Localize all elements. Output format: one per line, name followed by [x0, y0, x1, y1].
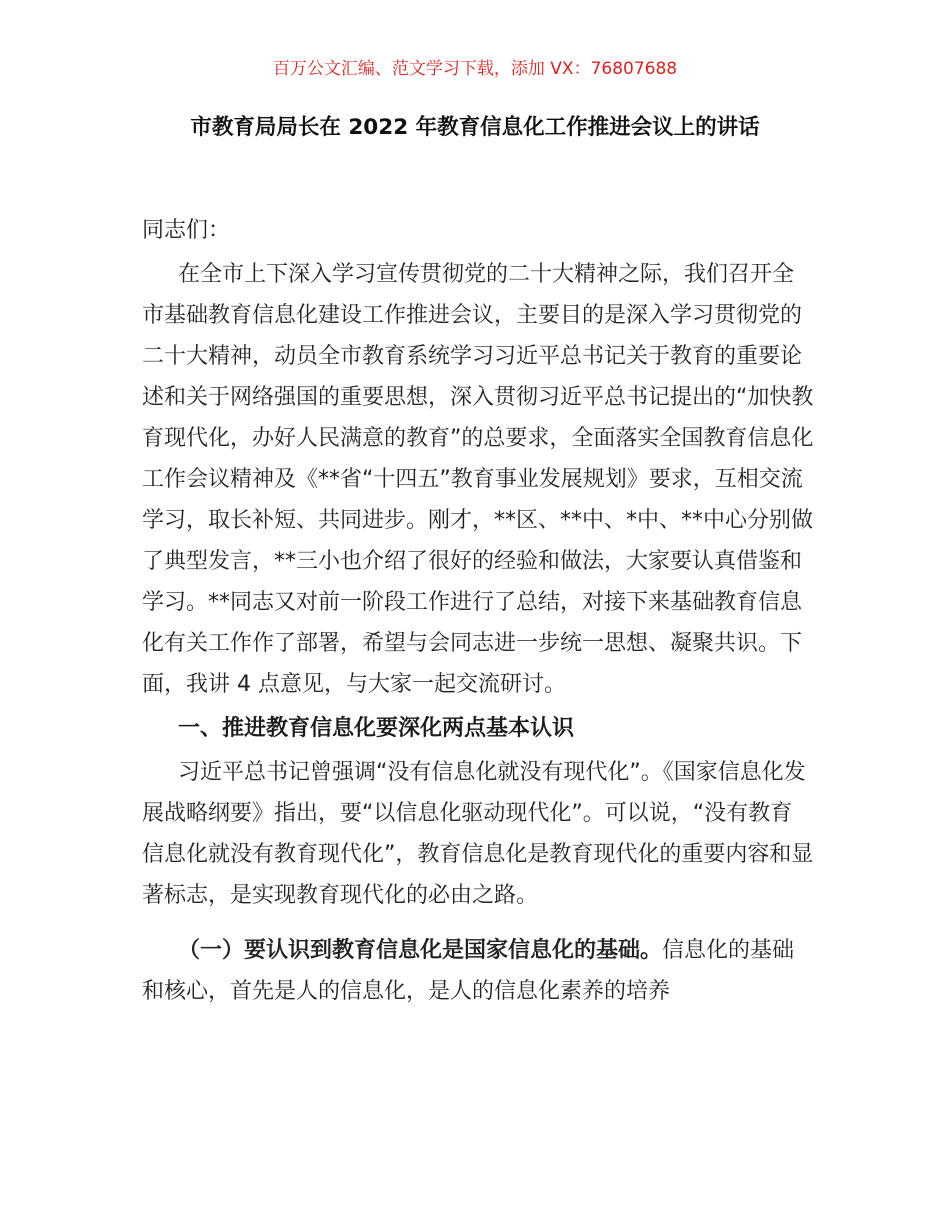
document-title: 市教育局局长在 2022 年教育信息化工作推进会议上的讲话 [190, 115, 760, 140]
header-note: 百万公文汇编、范文学习下载，添加 VX：76807688 [272, 59, 678, 79]
paragraph-subsection-1 [142, 930, 814, 1012]
subsection-lead: （一）要认识到教育信息化是国家信息化的基础。 [178, 938, 663, 963]
subsection-text: 信息化的基础和核心，首先是人的信息化，是人的信息化素养的培养 [142, 938, 795, 1004]
section-heading: 一、推进教育信息化要深化两点基本认识 [178, 716, 575, 741]
document-body [142, 210, 814, 1012]
paragraph-intro: 在全市上下深入学习宣传贯彻党的二十大精神之际，我们召开全市基础教育信息化建设工作推进会议，主要目的是深入学习贯彻党的二十大精神，动员全市教育系统学习习近平总书记关于教育的重要论述和关于网络强国的重要思想，深入贯彻习近平总书记提出的“加快教育现代化，办好人民满意的教育”的总要求，全面落实全国教育信息化工作会议精神及《**省“十四五”教育事业发展规划》要求，互相交流学习，取长补短、共同进步。刚才，**区、**中、*中、**中心分别做了典型发言，**三小也介绍了很好的经验和做法，大家要认真借鉴和学习。**同志又对前一阶段工作进行了总结，对接下来基础教育信息化有关工作作了部署，希望与会同志进一步统一思想、凝聚共识。下面，我讲 4 点意见，与大家一起交流研讨。 [142, 262, 814, 697]
greeting: 同志们： [142, 218, 231, 243]
paragraph-section-1: 习近平总书记曾强调“没有信息化就没有现代化”。《国家信息化发展战略纲要》指出，要“以信息化驱动现代化”。可以说，“没有教育信息化就没有教育现代化”，教育信息化是教育现代化的重要内容和显著标志，是实现教育现代化的必由之路。 [142, 760, 814, 908]
